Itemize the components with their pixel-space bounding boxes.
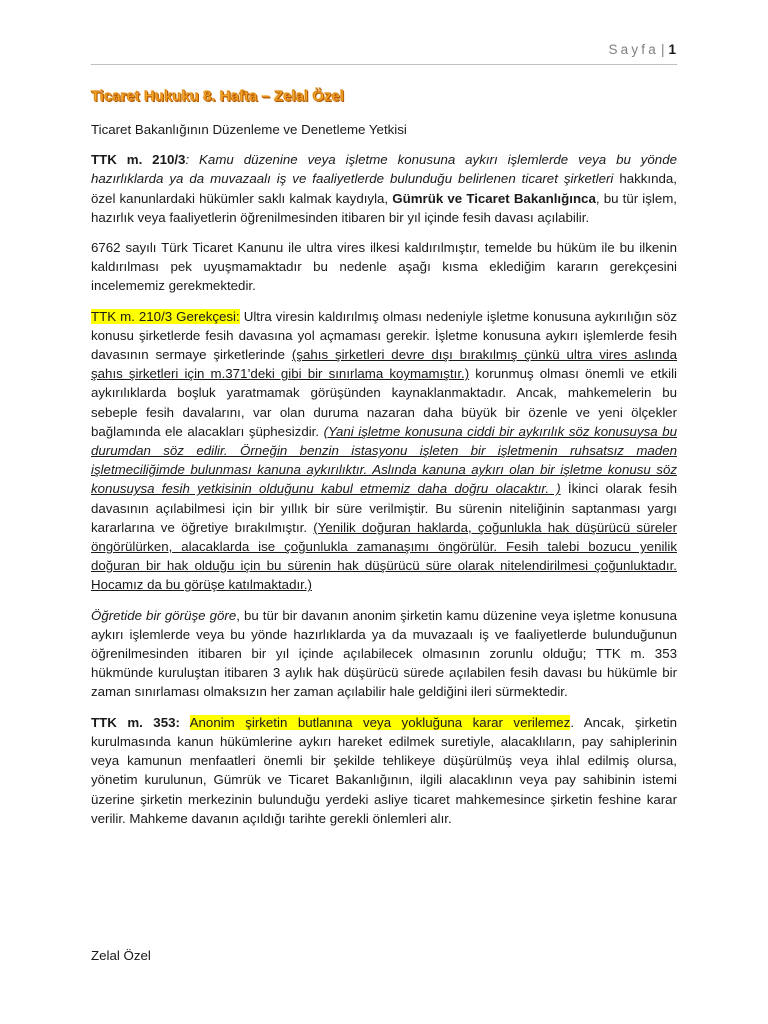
section-heading: Ticaret Bakanlığının Düzenleme ve Denetleme Yetkisi bbox=[91, 122, 407, 137]
page-separator: | bbox=[660, 42, 665, 57]
ministry-name: Gümrük ve Ticaret Bakanlığınca bbox=[392, 190, 596, 206]
paragraph-ttk-210-3 bbox=[91, 150, 677, 227]
rationale-underlined-2: (Yenilik doğuran haklarda, çoğunlukla hak düşürücü süreler öngörülürken, alacaklarda ise çoğunlukla zamanaşımı öngörülür. Fesih talebi bozucu yenilik doğuran bir hak olduğu için bu sürenin hak düşürücü süre olarak nitelendirilmesi çoğunluktadır. Hocamız da bu görüşe katılmaktadır.) bbox=[91, 519, 677, 593]
article-353-highlight: Anonim şirketin butlanına veya yokluğuna karar verilemez bbox=[189, 714, 571, 730]
page-number: 1 bbox=[668, 42, 676, 57]
page-label: Sayfa bbox=[608, 42, 659, 57]
page-header bbox=[608, 42, 676, 57]
doctrine-lead-italic: Öğretide bir görüşe göre bbox=[91, 607, 237, 623]
rationale-label-highlight: TTK m. 210/3 Gerekçesi: bbox=[91, 308, 240, 324]
article-text-end: , bu tür işlem, hazırlık veya faaliyetlerin öğrenilmesinden itibaren bir yıl içinde fesih davası açılabilir. bbox=[91, 190, 678, 225]
paragraph-rationale bbox=[91, 307, 677, 595]
rationale-text-3: İkinci olarak fesih davasının açılabilmesi için bir yıllık bir süre verilmiştir. Bu sürenin niteliğinin saptanması yargı kararlarına ve öğretiye bırakılmıştır. bbox=[91, 481, 677, 535]
paragraph-ttk-353 bbox=[91, 713, 677, 828]
paragraph-ultra-vires: 6762 sayılı Türk Ticaret Kanunu ile ultra vires ilkesi kaldırılmıştır, temelde bu hüküm ile bu ilkenin kaldırılması pek uyuşmamaktadır bu nedenle aşağı kısma eklediğim kararın gerekçesini incelememiz gerekmektedir. bbox=[91, 240, 677, 294]
article-353-ref: TTK m. 353: bbox=[91, 714, 180, 730]
rationale-text-1: Ultra viresin kaldırılmış olması nedeniyle işletme konusuna aykırılığın söz konusu şirketlerde fesih davasına yol açmaması gerekir. İşletme konusuna aykırı işlemlerde fesih davasının sermaye şirketlerinde bbox=[91, 308, 677, 363]
header-rule bbox=[91, 64, 677, 65]
document-body bbox=[91, 86, 677, 839]
doctrine-text: , bu tür bir davanın anonim şirketin kamu düzenine veya işletme konusuna aykırı işlemlerde veya bu yönde hazırlıklarda ya da muvazaalı iş ve faaliyetlerde bulunduğunun öğrenilmesinden itibaren bir yıl içinde açılabilecek olmasının zorunlu olduğu; TTK m. 353 hükmünde kuruluştan itibaren 3 aylık hak düşürücü sürede açılabilen fesih davası bu hükümle bir zaman sınırlaması olmaksızın her zaman açılabilir hale geldiğini ileri sürmektedir. bbox=[91, 607, 677, 700]
paragraph-doctrine bbox=[91, 606, 677, 702]
article-ref: TTK m. 210/3 bbox=[91, 152, 186, 168]
rationale-italic-underlined: (Yani işletme konusuna ciddi bir aykırılık söz konusuysa bu durumdan söz edilir. Örneğin benzin istasyonu işleten bir işletmenin ruhsatsız maden işletmeciliğimde bulunması kanuna aykırılıktır. Aslında kanuna aykırı olan bir işletme konusu söz konusuysa fesih yetkisinin olduğunu kabul etmemiz daha doğru olacaktır. ) bbox=[91, 423, 678, 497]
rationale-underlined-1: (şahıs şirketleri devre dışı bırakılmış çünkü ultra vires aslında şahıs şirketleri için m.371’deki gibi bir sınırlama koymamıştır.) bbox=[91, 347, 678, 382]
article-text-italic: : Kamu düzenine veya işletme konusuna aykırı işlemlerde veya bu yönde hazırlıklarda ya da muvazaalı iş ve faaliyetlerde bulunduğu belirlenen ticaret şirketleri bbox=[91, 152, 677, 187]
document-title: Ticaret Hukuku 8. Hafta – Zelal Özel bbox=[91, 88, 345, 105]
rationale-text-2: korunmuş olması önemli ve etkili aykırılıklarda boşluk yaratmamak görüşünden kaynaklanmaktadır. Ancak, mahkemelerin bu sebeple fesih davalarını, var olan duruma nazaran daha büyük bir özenle ve yeni ölçekler bağlamında ele alacakları şüphesizdir. bbox=[91, 366, 677, 439]
page-footer: Zelal Özel bbox=[91, 948, 151, 963]
article-353-text: . Ancak, şirketin kurulmasında kanun hükümlerine aykırı hareket edilmek suretiyle, alacaklıların, pay sahiplerinin veya kamunun menfaatleri önemli bir şekilde tehlikeye düşürülmüş veya ihlal edilmiş olursa, yönetim kurulunun, Gümrük ve Ticaret Bakanlığının, ilgili alacaklının veya pay sahibinin istemi üzerine şirketin merkezinin bulunduğu yerdeki asliye ticaret mahkemesince şirketin feshine karar verilir. Mahkeme davanın açıldığı tarihte gerekli önlemleri alır. bbox=[91, 714, 677, 826]
article-text: hakkında, özel kanunlardaki hükümler saklı kalmak kaydıyla, bbox=[91, 171, 678, 206]
